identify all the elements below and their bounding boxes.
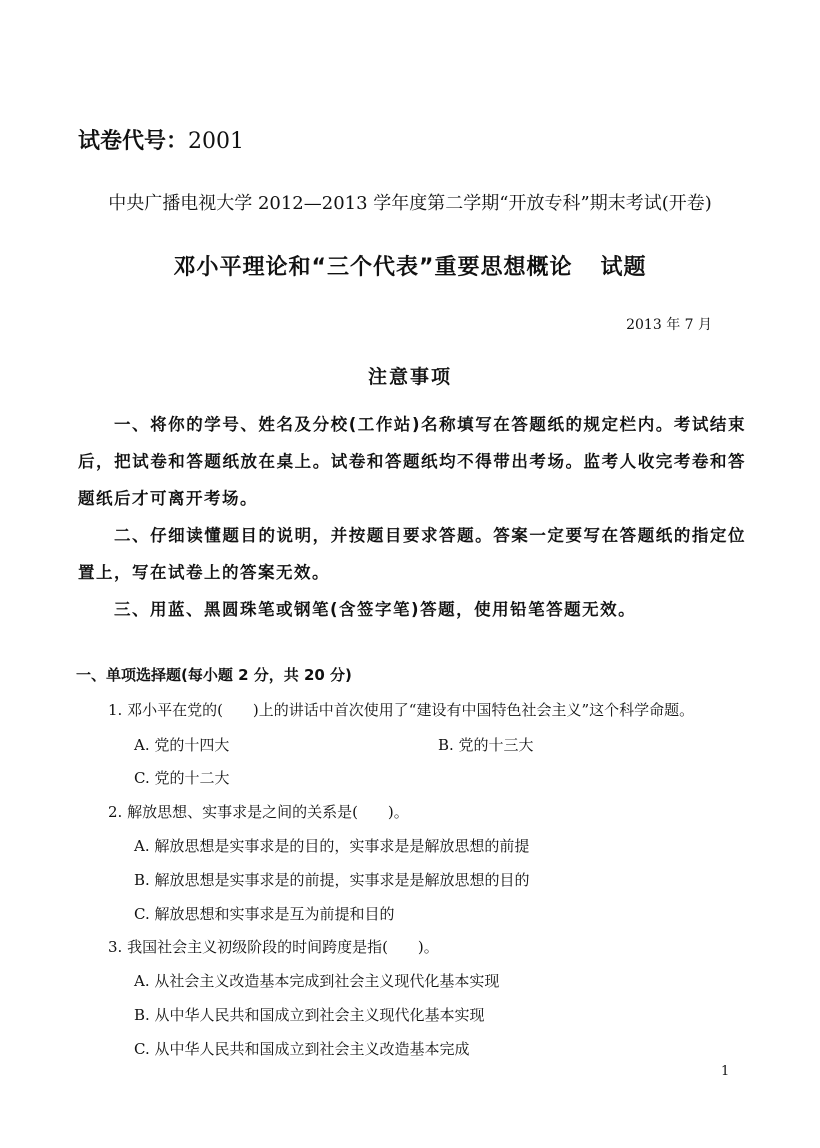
question-2-option-b: B. 解放思想是实事求是的前提，实事求是是解放思想的目的	[134, 871, 530, 889]
paper-code-label: 试卷代号：	[78, 129, 189, 154]
page-number: 1	[721, 1064, 730, 1079]
question-1-option-a: A. 党的十四大	[134, 736, 230, 754]
exam-title-main: 邓小平理论和“三个代表”重要思想概论	[173, 255, 573, 280]
question-1-option-b: B. 党的十三大	[438, 736, 534, 754]
exam-title-suffix: 试题	[600, 255, 647, 280]
question-2: 2. 解放思想、实事求是之间的关系是( )。	[108, 803, 409, 821]
question-1: 1. 邓小平在党的( )上的讲话中首次使用了“建设有中国特色社会主义”这个科学命题。	[108, 701, 695, 719]
notice-item: 二、仔细读懂题目的说明，并按题目要求答题。答案一定要写在答题纸的指定位置上，写在试卷上的答案无效。	[78, 526, 746, 582]
paper-code-number: 2001	[188, 129, 245, 154]
exam-date: 2013 年 7 月	[626, 317, 712, 333]
question-2-option-a: A. 解放思想是实事求是的目的，实事求是是解放思想的前提	[134, 837, 530, 855]
notice-item: 三、用蓝、黑圆珠笔或钢笔(含签字笔)答题，使用铅笔答题无效。	[114, 600, 637, 619]
question-3-option-b: B. 从中华人民共和国成立到社会主义现代化基本实现	[134, 1006, 485, 1024]
question-3: 3. 我国社会主义初级阶段的时间跨度是指( )。	[108, 938, 439, 956]
exam-header: 中央广播电视大学 2012—2013 学年度第二学期“开放专科”期末考试(开卷)	[108, 193, 712, 214]
paper-code	[78, 124, 244, 155]
notice-item: 一、将你的学号、姓名及分校(工作站)名称填写在答题纸的规定栏内。考试结束后，把试卷和答题纸放在桌上。试卷和答题纸均不得带出考场。监考人收完考卷和答题纸后才可离开考场。	[78, 415, 746, 508]
question-3-option-a: A. 从社会主义改造基本完成到社会主义现代化基本实现	[134, 972, 500, 990]
section-title: 一、单项选择题(每小题 2 分，共 20 分)	[76, 666, 352, 684]
question-1-option-c: C. 党的十二大	[134, 769, 230, 787]
question-3-option-c: C. 从中华人民共和国成立到社会主义改造基本完成	[134, 1040, 470, 1058]
notice-title: 注意事项	[367, 366, 452, 388]
question-2-option-c: C. 解放思想和实事求是互为前提和目的	[134, 905, 395, 923]
exam-title	[0, 250, 820, 281]
